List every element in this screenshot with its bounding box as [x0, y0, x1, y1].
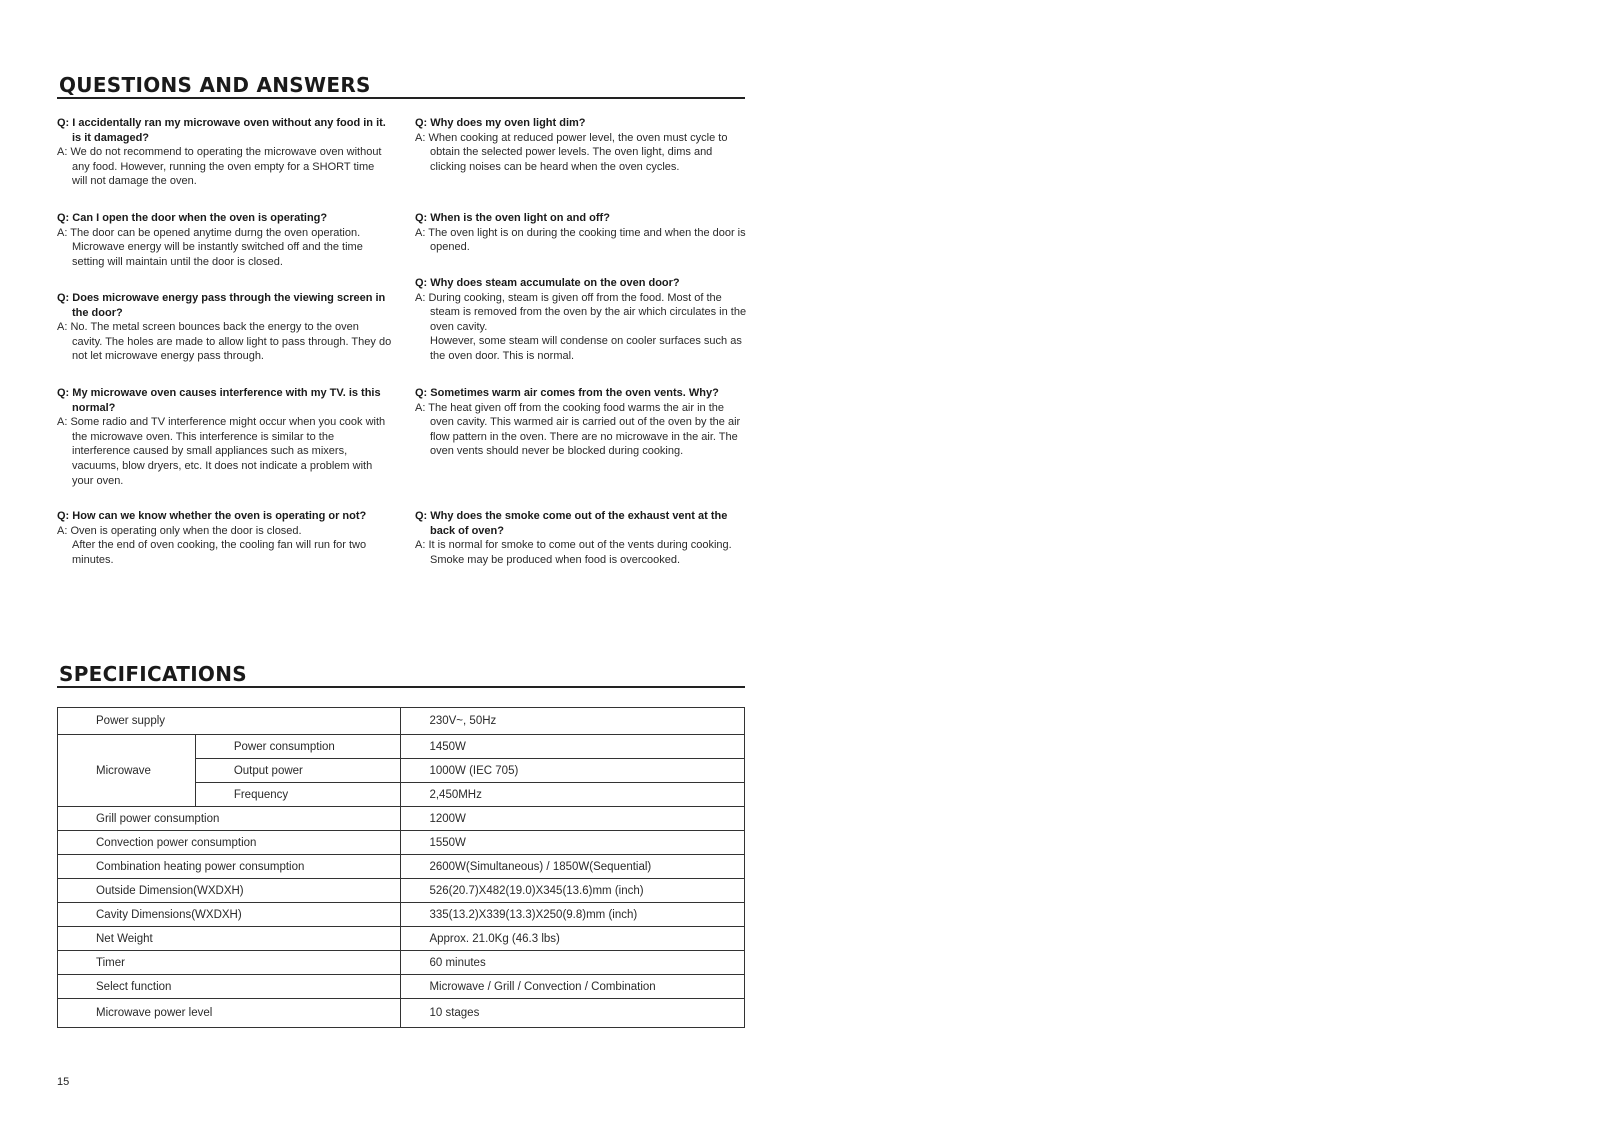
answer	[415, 401, 750, 459]
question: Q: My microwave oven causes interference with my TV. is this normal?	[57, 387, 381, 414]
qa-item	[57, 211, 392, 269]
spec-label: Timer	[58, 951, 401, 975]
question: Q: I accidentally ran my microwave oven without any food in it. is it damaged?	[57, 117, 386, 144]
qa-item	[415, 386, 750, 459]
answer-text: Some radio and TV interference might occur when you cook with the microwave oven. This interference is similar to the interference caused by small appliances such as mixers, vacuums, blow dryers, etc. It does not indicate a problem with your oven.	[70, 416, 386, 487]
answer	[57, 226, 392, 270]
answer	[415, 538, 750, 567]
answer-text: During cooking, steam is given off from the food. Most of the steam is removed from the oven by the air which circulates in the oven cavity.	[428, 291, 747, 333]
answer	[415, 131, 750, 175]
question: Q: Can I open the door when the oven is operating?	[57, 212, 328, 224]
answer-prefix: A:	[415, 401, 426, 414]
spec-value: 10 stages	[401, 999, 745, 1028]
spec-value: 1200W	[401, 807, 745, 831]
spec-value: Approx. 21.0Kg (46.3 lbs)	[401, 927, 745, 951]
spec-value: 2,450MHz	[401, 783, 745, 807]
spec-label: Power supply	[58, 708, 401, 735]
spec-label-microwave: Microwave	[58, 735, 196, 807]
spec-label: Select function	[58, 975, 401, 999]
qa-item	[415, 276, 750, 364]
answer-prefix: A:	[415, 291, 426, 304]
table-row	[58, 999, 745, 1028]
table-row	[58, 927, 745, 951]
answer-continued: However, some steam will condense on cooler surfaces such as the oven door. This is normal.	[430, 335, 742, 362]
answer	[57, 320, 392, 364]
answer	[57, 145, 392, 189]
table-row	[58, 735, 745, 759]
answer-continued: After the end of oven cooking, the cooling fan will run for two minutes.	[72, 539, 367, 566]
answer-prefix: A:	[415, 539, 426, 552]
answer-prefix: A:	[415, 226, 426, 239]
spec-label: Grill power consumption	[58, 807, 401, 831]
spec-value: 230V~, 50Hz	[401, 708, 745, 735]
specifications-table	[57, 707, 745, 1028]
spec-value: 1550W	[401, 831, 745, 855]
answer-prefix: A:	[57, 524, 68, 537]
spec-value: 526(20.7)X482(19.0)X345(13.6)mm (inch)	[401, 879, 745, 903]
answer	[415, 226, 750, 255]
spec-value: 1000W (IEC 705)	[401, 759, 745, 783]
spec-label: Microwave power level	[58, 999, 401, 1028]
spec-label: Combination heating power consumption	[58, 855, 401, 879]
table-row	[58, 951, 745, 975]
qa-item	[415, 509, 750, 567]
answer-text: The heat given off from the cooking food warms the air in the oven cavity. This warmed air is carried out of the oven by the air flow pattern in the oven. There are no microwave in the air. The oven vents should never be blocked during cooking.	[428, 401, 741, 458]
answer	[415, 291, 750, 335]
spec-value: 335(13.2)X339(13.3)X250(9.8)mm (inch)	[401, 903, 745, 927]
spec-value: 1450W	[401, 735, 745, 759]
table-row	[58, 831, 745, 855]
qa-item	[57, 116, 392, 189]
spec-label: Cavity Dimensions(WXDXH)	[58, 903, 401, 927]
table-row	[58, 855, 745, 879]
qa-item	[415, 211, 750, 255]
qa-section-title: QUESTIONS AND ANSWERS	[59, 73, 371, 97]
question: Q: Sometimes warm air comes from the oven vents. Why?	[415, 387, 719, 399]
specs-section-title: SPECIFICATIONS	[59, 662, 247, 686]
answer-text: We do not recommend to operating the microwave oven without any food. However, running the oven empty for a SHORT time will not damage the oven.	[70, 146, 382, 188]
answer	[57, 415, 392, 488]
spec-label: Net Weight	[58, 927, 401, 951]
qa-title-rule	[57, 97, 745, 99]
answer-text: When cooking at reduced power level, the oven must cycle to obtain the selected power levels. The oven light, dims and clicking noises can be heard when the oven cycles.	[428, 131, 728, 173]
answer-prefix: A:	[57, 321, 68, 334]
question: Q: How can we know whether the oven is operating or not?	[57, 510, 367, 522]
table-row	[58, 903, 745, 927]
answer-text: It is normal for smoke to come out of the vents during cooking. Smoke may be produced when food is overcooked.	[428, 539, 732, 566]
answer-prefix: A:	[57, 146, 68, 159]
spec-label: Outside Dimension(WXDXH)	[58, 879, 401, 903]
spec-sublabel: Output power	[195, 759, 401, 783]
answer	[57, 524, 392, 539]
specs-title-rule	[57, 686, 745, 688]
table-row	[58, 975, 745, 999]
spec-sublabel: Frequency	[195, 783, 401, 807]
answer-prefix: A:	[57, 226, 68, 239]
qa-item	[57, 386, 392, 488]
question: Q: Why does my oven light dim?	[415, 117, 586, 129]
qa-item	[415, 116, 750, 174]
table-row	[58, 879, 745, 903]
spec-value: Microwave / Grill / Convection / Combination	[401, 975, 745, 999]
question: Q: Does microwave energy pass through the viewing screen in the door?	[57, 292, 386, 319]
question: Q: Why does steam accumulate on the oven door?	[415, 277, 680, 289]
answer-text: The oven light is on during the cooking time and when the door is opened.	[428, 226, 746, 254]
answer-prefix: A:	[415, 131, 426, 144]
question: Q: Why does the smoke come out of the exhaust vent at the back of oven?	[415, 510, 728, 537]
page-number: 15	[57, 1076, 70, 1088]
answer-text: The door can be opened anytime durng the oven operation. Microwave energy will be instantly switched off and the time setting will maintain until the door is closed.	[70, 226, 363, 268]
answer-prefix: A:	[57, 416, 68, 429]
spec-value: 2600W(Simultaneous) / 1850W(Sequential)	[401, 855, 745, 879]
qa-item	[57, 291, 392, 364]
question: Q: When is the oven light on and off?	[415, 212, 610, 224]
spec-value: 60 minutes	[401, 951, 745, 975]
table-row	[58, 708, 745, 735]
answer-text: Oven is operating only when the door is closed.	[70, 524, 302, 537]
spec-sublabel: Power consumption	[195, 735, 401, 759]
table-row	[58, 807, 745, 831]
qa-item	[57, 509, 392, 567]
spec-label: Convection power consumption	[58, 831, 401, 855]
answer-text: No. The metal screen bounces back the energy to the oven cavity. The holes are made to allow light to pass through. They do not let microwave energy pass through.	[70, 321, 392, 363]
